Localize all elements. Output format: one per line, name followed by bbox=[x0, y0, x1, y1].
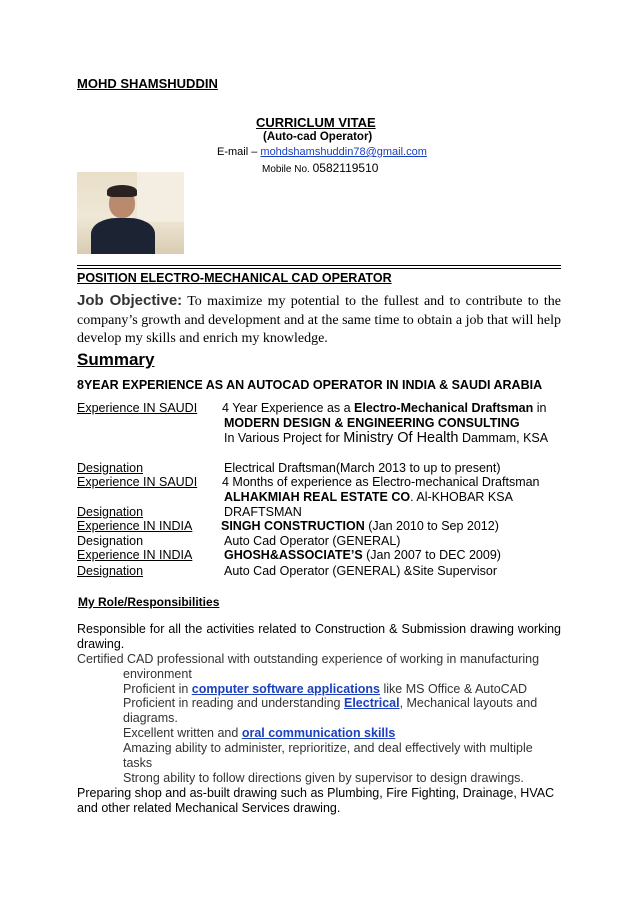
responsibility-3 bbox=[123, 682, 563, 697]
job-objective bbox=[77, 292, 561, 349]
designation-4-value: Auto Cad Operator (GENERAL) &Site Supervisor bbox=[224, 564, 498, 578]
designation-1-label: Designation bbox=[77, 461, 144, 475]
exp-text: 4 Year Experience as a bbox=[222, 401, 355, 415]
resp-text: Proficient in reading and understanding bbox=[123, 696, 344, 710]
exp-text: (Jan 2010 to Sep 2012) bbox=[364, 519, 499, 533]
responsibility-1: Responsible for all the activities related to Construction & Submission drawing working drawing. bbox=[77, 622, 561, 651]
candidate-name: MOHD SHAMSHUDDIN bbox=[77, 76, 218, 91]
resp-text: Excellent written and bbox=[123, 726, 242, 740]
divider-line bbox=[77, 265, 561, 266]
exp-text: . Al-KHOBAR KSA bbox=[410, 490, 513, 504]
exp-saudi-1-project bbox=[224, 430, 548, 446]
cv-role: (Auto-cad Operator) bbox=[263, 131, 373, 143]
exp-role: Electro-Mechanical Draftsman bbox=[354, 401, 534, 415]
profile-photo bbox=[77, 172, 184, 254]
electrical-link[interactable]: Electrical bbox=[343, 696, 400, 710]
exp-saudi-2-label: Experience IN SAUDI bbox=[77, 475, 198, 489]
mobile-number: 0582119510 bbox=[312, 161, 379, 175]
exp-text: In Various Project for bbox=[224, 431, 344, 445]
responsibility-2-cont: environment bbox=[123, 667, 192, 681]
exp-saudi-1-company: MODERN DESIGN & ENGINEERING CONSULTING bbox=[224, 416, 520, 430]
email-line bbox=[217, 146, 427, 158]
exp-india-2-value bbox=[224, 548, 501, 562]
exp-text: (Jan 2007 to DEC 2009) bbox=[362, 548, 501, 562]
responsibility-2: Certified CAD professional with outstanding experience of working in manufacturing bbox=[77, 652, 540, 666]
responsibility-5 bbox=[123, 726, 563, 741]
mobile-label: Mobile No. bbox=[262, 164, 310, 175]
exp-saudi-2-company bbox=[224, 490, 513, 504]
responsibility-7: Strong ability to follow directions given by supervisor to design drawings. bbox=[123, 771, 524, 785]
computer-software-link[interactable]: computer software applications bbox=[191, 682, 381, 696]
designation-2-label: Designation bbox=[77, 505, 144, 519]
exp-company: GHOSH&ASSOCIATE’S bbox=[224, 548, 363, 562]
responsibility-8: Preparing shop and as-built drawing such as Plumbing, Fire Fighting, Drainage, HVAC and other related Mechanical Services drawing. bbox=[77, 786, 555, 815]
exp-india-1-label: Experience IN INDIA bbox=[77, 519, 193, 533]
exp-india-2-label: Experience IN INDIA bbox=[77, 548, 193, 562]
exp-india-1-value bbox=[221, 519, 499, 533]
designation-3-value: Auto Cad Operator (GENERAL) bbox=[224, 534, 401, 548]
divider-line-2 bbox=[77, 268, 561, 269]
exp-company: ALHAKMIAH REAL ESTATE CO bbox=[224, 490, 411, 504]
exp-company: SINGH CONSTRUCTION bbox=[221, 519, 365, 533]
mobile-line bbox=[262, 161, 378, 175]
exp-client: Ministry Of Health bbox=[343, 430, 459, 446]
oral-communication-link[interactable]: oral communication skills bbox=[241, 726, 396, 740]
exp-saudi-1-value bbox=[222, 401, 546, 415]
cv-title: CURRICLUM VITAE bbox=[256, 115, 376, 130]
email-label: E-mail – bbox=[217, 146, 258, 158]
exp-saudi-2-value: 4 Months of experience as Electro-mechanical Draftsman bbox=[222, 475, 540, 489]
responsibility-4 bbox=[123, 696, 563, 726]
objective-text: To maximize my potential to the fullest and to contribute to the company’s growth and development and at the same time to obtain a job that will help develop my skills and enrich my knowledge. bbox=[77, 294, 562, 346]
email-link[interactable]: mohdshamshuddin78@gmail.com bbox=[260, 146, 427, 158]
responsibility-6: Amazing ability to administer, reprioritize, and deal effectively with multiple tasks bbox=[123, 741, 533, 770]
summary-headline: 8YEAR EXPERIENCE AS AN AUTOCAD OPERATOR IN INDIA & SAUDI ARABIA bbox=[77, 378, 543, 392]
designation-1-value: Electrical Draftsman(March 2013 to up to present) bbox=[224, 461, 501, 475]
exp-text: Dammam, KSA bbox=[458, 431, 549, 445]
designation-3-label: Designation bbox=[77, 534, 144, 548]
responsibilities-heading: My Role/Responsibilities bbox=[78, 595, 220, 609]
objective-label: Job Objective: bbox=[77, 292, 183, 309]
resp-text: , Mechanical layouts and diagrams. bbox=[123, 696, 538, 725]
summary-heading: Summary bbox=[77, 350, 155, 369]
exp-text: in bbox=[533, 401, 547, 415]
position-title: POSITION ELECTRO-MECHANICAL CAD OPERATOR bbox=[77, 271, 392, 285]
designation-4-label: Designation bbox=[77, 564, 144, 578]
designation-2-value: DRAFTSMAN bbox=[224, 505, 302, 519]
resp-text: Proficient in bbox=[123, 682, 192, 696]
exp-saudi-1-label: Experience IN SAUDI bbox=[77, 401, 198, 415]
resp-text: like MS Office & AutoCAD bbox=[380, 682, 528, 696]
